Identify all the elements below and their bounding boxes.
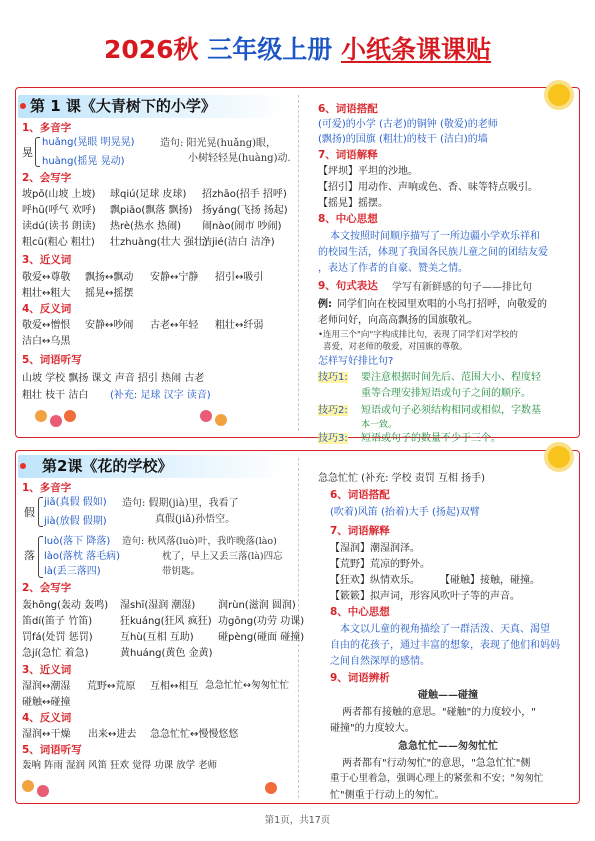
brace-icon xyxy=(38,497,43,527)
l1-tip2-2: 本一致。 xyxy=(361,420,398,430)
flower-icon xyxy=(37,785,49,797)
l1-antonym: 粗壮↔纤弱 xyxy=(215,320,264,331)
l1-write-word: 招zhāo(招手 招呼) xyxy=(202,189,287,200)
page-title xyxy=(0,36,595,64)
l2-sec-collocation: 6、词语搭配 xyxy=(330,489,390,501)
l1-sec-idea: 8、中心思想 xyxy=(318,213,378,225)
l1-tip3-label: 技巧3: xyxy=(318,433,348,444)
l1-write-word: 壮zhuàng(壮大 强壮) xyxy=(110,237,208,248)
l2-write-word: 狂kuáng(狂风 疯狂) xyxy=(120,616,212,627)
flower-icon xyxy=(35,410,47,422)
l1-write-word: 坡pō(山坡 上坡) xyxy=(22,189,96,200)
l1-write-word: 热rè(热水 热闹) xyxy=(110,221,182,232)
l1-sec-write: 2、会写字 xyxy=(22,172,72,184)
lesson2-divider xyxy=(298,458,299,798)
l1-explain-3: 【摇晃】摇摆。 xyxy=(318,198,388,209)
page-footer: 第1页，共17页 xyxy=(264,815,331,826)
l2-sec-explain: 7、词语解释 xyxy=(330,525,390,537)
l1-sec-collocation: 6、词语搭配 xyxy=(318,103,378,115)
l2-luo-note1: 造句: 秋风落(luò)叶，我昨晚落(lào) xyxy=(122,536,277,547)
bullet-icon xyxy=(20,463,26,469)
l2-explain-4: 【簌簌】拟声词，形容风吹叶子等的声音。 xyxy=(330,591,520,602)
l2-luo-2: lào(落枕 落毛病) xyxy=(44,551,121,562)
l2-synonym: 互相↔相互 xyxy=(150,681,199,692)
l1-tip1-label: 技巧1: xyxy=(318,372,348,383)
title-grade: 三年级上册 xyxy=(207,35,333,64)
l2-analysis-b-3: 忙"侧重于行动上的匆忙。 xyxy=(330,790,445,801)
sun-icon xyxy=(548,446,570,468)
l2-write-word: 笛dí(笛子 竹笛) xyxy=(22,616,93,627)
l2-sec-dictation: 5、词语听写 xyxy=(22,744,82,756)
l1-synonym: 粗壮↔粗大 xyxy=(22,288,71,299)
l2-analysis-a-1: 两者都有接触的意思。"碰触"的力度较小，" xyxy=(342,707,536,718)
l2-sec-antonym: 4、反义词 xyxy=(22,712,72,724)
l1-tip3-1: 短语或句子的数量不少于三个。 xyxy=(361,433,501,444)
flower-icon xyxy=(64,410,76,422)
l1-huang-2: huàng(摇晃 晃动) xyxy=(42,156,125,167)
l2-analysis-b-2: 重于心里着急，强调心理上的紧张和不安；"匆匆忙 xyxy=(330,773,544,784)
l2-explain-3a: 【狂欢】纵情欢乐。 xyxy=(330,575,420,586)
brace-icon xyxy=(38,536,43,578)
l2-explain-2: 【荒野】荒凉的野外。 xyxy=(330,559,430,570)
lesson1-divider xyxy=(298,95,299,431)
l1-write-word: 飘piāo(飘落 飘扬) xyxy=(110,205,193,216)
l1-sec-synonym: 3、近义词 xyxy=(22,254,72,266)
l1-idea-3: ，表达了作者的自豪、赞美之情。 xyxy=(318,263,468,274)
title-sub: 小纸条课课贴 xyxy=(341,35,492,64)
l2-dictation-1: 轰响 阵雨 湿润 风笛 狂欢 觉得 功课 放学 老师 xyxy=(22,760,218,771)
l2-sec-synonym: 3、近义词 xyxy=(22,664,72,676)
l2-write-word: 轰hōng(轰动 轰鸣) xyxy=(22,600,109,611)
l2-jia-2: jià(放假 假期) xyxy=(44,516,107,527)
flower-icon xyxy=(265,782,277,794)
l2-idea-1: 本文以儿童的视角描绘了一群活泼、天真、渴望 xyxy=(340,624,550,635)
l1-write-word: 闹nào(闹市 吵闹) xyxy=(202,221,282,232)
l2-write-word: 黄huáng(黄色 金黄) xyxy=(120,648,213,659)
l2-char-luo: 落 xyxy=(24,549,35,562)
l2-luo-note2: 枕了，早上又丢三落(là)四忘 xyxy=(162,551,283,562)
l1-huang-note2: 小树轻轻晃(huàng)动. xyxy=(188,153,291,164)
l2-sec-polyphone: 1、多音字 xyxy=(22,482,72,494)
l2-dictation-2-text: 急急忙忙 (补充: 学校 责罚 互相 扬手) xyxy=(318,473,486,484)
l1-example-label: 例: xyxy=(318,299,332,310)
l1-explain-2: 【招引】用动作、声响或色、香、味等特点吸引。 xyxy=(318,182,538,193)
l1-huang-note1: 造句: 阳光晃(huǎng)眼， xyxy=(160,138,277,149)
l1-example-note-2: 喜爱，对老师的敬爱，对国旗的尊敬。 xyxy=(323,342,468,352)
l2-idea-3: 之间自然深厚的感情。 xyxy=(330,656,430,667)
l1-example-note-1: •连用三个"向"字构成排比句，表现了同学们对学校的 xyxy=(318,330,518,340)
l2-collocation-1: (吹着)风笛 (抬着)大手 (扬起)双臂 xyxy=(330,507,480,518)
l1-tip3-head xyxy=(318,433,348,444)
l1-explain-1: 【坪坝】平坦的沙地。 xyxy=(318,166,418,177)
l1-sec-sentence: 9、句式表达 xyxy=(318,280,378,292)
l1-dictation-2a: 粗壮 枝干 洁白 xyxy=(22,390,89,401)
l1-synonym: 敬爱↔尊敬 xyxy=(22,272,71,283)
l1-collocation-2: (飘扬)的国旗 (粗壮)的枝干 (洁白)的墙 xyxy=(318,134,488,145)
l2-luo-1: luò(落下 降落) xyxy=(44,536,111,547)
l1-antonym: 洁白↔乌黑 xyxy=(22,336,71,347)
l2-analysis-a-head: 碰触——碰撞 xyxy=(418,690,478,701)
l1-sentence-note: 学写有新鲜感的句子——排比句 xyxy=(392,282,532,293)
l2-antonym: 急急忙忙↔慢慢悠悠 xyxy=(150,729,239,740)
l1-idea-2: 的校园生活，体现了我国各民族儿童之间的团结友爱 xyxy=(318,247,548,258)
l1-write-word: 读dú(读书 朗读) xyxy=(22,221,96,232)
l1-synonym: 飘扬↔飘动 xyxy=(85,272,134,283)
l1-dictation-2b: (补充: 足球 汉字 读音) xyxy=(110,390,211,401)
l1-antonym: 安静↔吵闹 xyxy=(85,320,134,331)
flower-icon xyxy=(50,415,62,427)
l1-sec-antonym: 4、反义词 xyxy=(22,303,72,315)
l2-antonym: 出来↔进去 xyxy=(88,729,137,740)
brace-icon xyxy=(35,137,40,167)
l2-jia-1: jiǎ(真假 假如) xyxy=(44,497,107,508)
l1-synonym: 安静↔宁静 xyxy=(150,272,199,283)
l2-write-word: 碰pèng(碰面 碰撞) xyxy=(218,632,305,643)
l1-example-2: 老师问好，向高高飘扬的国旗敬礼。 xyxy=(318,315,478,326)
l2-jia-note1: 造句: 假期(jià)里，我看了 xyxy=(122,498,239,509)
flower-icon xyxy=(215,414,227,426)
l2-explain-3b: 【碰触】接触，碰撞。 xyxy=(440,575,540,586)
l2-explain-1: 【湿润】潮湿润泽。 xyxy=(330,543,420,554)
lesson1-title: 第 1 课《大青树下的小学》 xyxy=(30,97,216,115)
l2-synonym: 湿润↔潮湿 xyxy=(22,681,71,692)
l2-char-jia: 假 xyxy=(24,506,35,519)
l2-write-word: 互hù(互相 互助) xyxy=(120,632,194,643)
l1-sec-polyphone: 1、多音字 xyxy=(22,122,72,134)
bullet-icon xyxy=(20,103,26,109)
l2-sec-analysis: 9、词语辨析 xyxy=(330,672,390,684)
l1-example-1: 同学们向在校园里欢唱的小鸟打招呼，向敬爱的 xyxy=(337,299,547,310)
l2-luo-3: là(丢三落四) xyxy=(44,566,101,577)
l1-synonym: 招引↔吸引 xyxy=(215,272,264,283)
l1-write-word: 球qiú(足球 皮球) xyxy=(110,189,187,200)
l2-luo-note3: 带钥匙。 xyxy=(162,566,201,577)
l1-antonym: 敬爱↔憎恨 xyxy=(22,320,71,331)
l2-write-word: 功gōng(功劳 功课) xyxy=(218,616,305,627)
l1-write-word: 扬yáng(飞扬 扬起) xyxy=(202,205,288,216)
l1-tip2-1: 短语或句子必须结构相同或相似，字数基 xyxy=(361,405,541,416)
flower-icon xyxy=(200,410,212,422)
l2-write-word: 急jí(急忙 着急) xyxy=(22,648,89,659)
l2-synonym: 急急忙忙↔匆匆忙忙 xyxy=(205,680,289,691)
l2-dictation-2 xyxy=(318,473,485,484)
l2-sec-write: 2、会写字 xyxy=(22,582,72,594)
sun-icon xyxy=(548,84,570,106)
l1-tip2-label: 技巧2: xyxy=(318,405,348,416)
l1-tip2-head xyxy=(318,405,348,416)
l1-collocation-1: (可爱)的小学 (古老)的铜钟 (敬爱)的老师 xyxy=(318,119,498,130)
l2-antonym: 湿润↔干燥 xyxy=(22,729,71,740)
l2-write-word: 湿shī(湿润 潮湿) xyxy=(120,600,196,611)
l2-write-word: 罚fá(处罚 惩罚) xyxy=(22,632,93,643)
l2-sec-idea: 8、中心思想 xyxy=(330,606,390,618)
l2-write-word: 润rùn(滋润 圆润) xyxy=(218,600,296,611)
flower-icon xyxy=(22,780,34,792)
l2-analysis-a-2: 碰撞"的力度较大。 xyxy=(330,723,415,734)
l1-idea-1: 本文按照时间顺序描写了一所边疆小学欢乐祥和 xyxy=(330,231,540,242)
l2-analysis-b-head: 急急忙忙——匆匆忙忙 xyxy=(398,741,498,752)
lesson2-title: 第2课《花的学校》 xyxy=(42,457,173,475)
l1-char-huang: 晃 xyxy=(22,146,33,159)
l1-tip1-1: 要注意根据时间先后、范围大小、程度轻 xyxy=(361,372,541,383)
l2-synonym: 碰触↔碰撞 xyxy=(22,697,71,708)
l1-write-word: 呼hū(呼气 欢呼) xyxy=(22,205,96,216)
l1-tip1-2: 重等合理安排短语或句子之间的顺序。 xyxy=(361,388,531,399)
l1-dictation-1: 山坡 学校 飘扬 课文 声音 招引 热闹 古老 xyxy=(22,373,205,384)
l1-write-word: 粗cū(粗心 粗壮) xyxy=(22,237,95,248)
l2-synonym: 荒野↔荒原 xyxy=(87,681,136,692)
l2-idea-2: 自由的花孩子，通过丰富的想象，表现了他们和妈妈 xyxy=(330,640,560,651)
l1-tip1-head xyxy=(318,372,348,383)
l1-huang-1: huǎng(晃眼 明晃晃) xyxy=(42,137,135,148)
l1-how: 怎样写好排比句? xyxy=(318,356,394,367)
l2-jia-note2: 真假(jiǎ)孙悟空。 xyxy=(155,514,236,525)
l2-analysis-b-1: 两者都有"行动匆忙"的意思，"急急忙忙"侧 xyxy=(342,758,531,769)
l1-synonym: 摇晃↔摇摆 xyxy=(85,288,134,299)
l1-write-word: 洁jié(洁白 洁净) xyxy=(202,237,275,248)
title-year: 2026秋 xyxy=(103,35,199,64)
l1-sec-explain: 7、词语解释 xyxy=(318,149,378,161)
l1-sec-dictation: 5、词语听写 xyxy=(22,354,82,366)
l1-antonym: 古老↔年轻 xyxy=(150,320,199,331)
